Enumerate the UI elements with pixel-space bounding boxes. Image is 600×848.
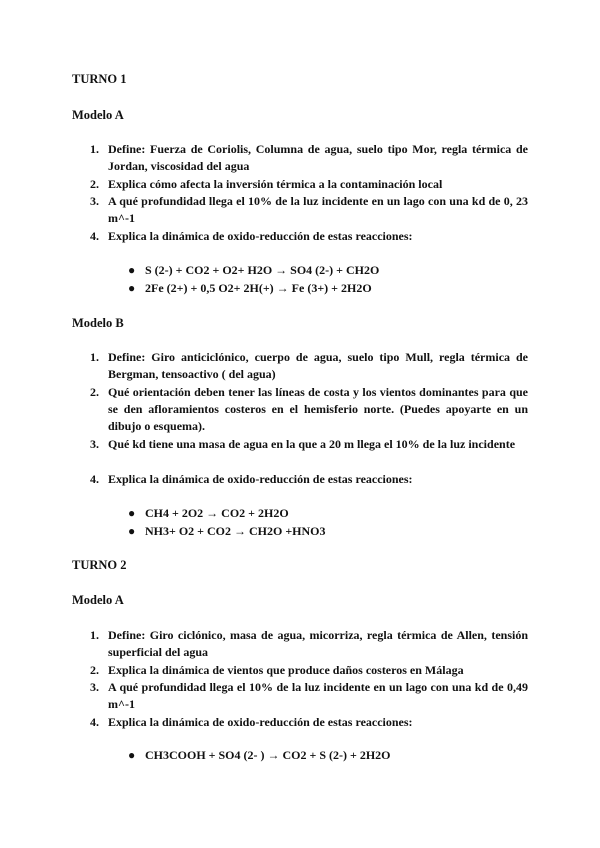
list-item: 1. Define: Giro anticiclónico, cuerpo de agua, suelo tipo Mull, regla térmica de Bergman, tensoactivo ( del agua) — [90, 350, 528, 381]
list-item: 3. A qué profundidad llega el 10% de la luz incidente en un lago con una kd de 0, 23 m^-1 — [90, 194, 528, 225]
turno-1-heading: TURNO 1 — [72, 72, 127, 86]
bullet-icon: ● — [128, 506, 136, 520]
turno-2-modelo-a-heading: Modelo A — [72, 593, 124, 607]
list-item: 1. Define: Giro ciclónico, masa de agua, micorriza, regla térmica de Allen, tensión superficial del agua — [90, 628, 528, 659]
list-item: 4. Explica la dinámica de oxido-reducción de estas reacciones: — [90, 472, 413, 486]
bullet-icon: ● — [128, 524, 136, 538]
list-item: 3. Qué kd tiene una masa de agua en la que a 20 m llega el 10% de la luz incidente — [90, 437, 516, 451]
list-item: 2. Explica la dinámica de vientos que produce daños costeros en Málaga — [90, 663, 464, 677]
list-item: 4. Explica la dinámica de oxido-reducción de estas reacciones: — [90, 229, 413, 243]
reaction-item: ● CH3COOH + SO4 (2- ) → CO2 + S (2-) + 2H2O — [128, 748, 391, 762]
bullet-icon: ● — [128, 748, 136, 762]
list-item: 1. Define: Fuerza de Coriolis, Columna de agua, suelo tipo Mor, regla térmica de Jordan, viscosidad del agua — [90, 142, 528, 173]
bullet-icon: ● — [128, 263, 136, 277]
list-item: 2. Qué orientación deben tener las líneas de costa y los vientos dominantes para que se den afloramientos costeros en el hemisferio norte. (Puedes apoyarte en un dibujo o esquema). — [90, 385, 528, 433]
reaction-item: ● NH3+ O2 + CO2 → CH2O +HNO3 — [128, 524, 326, 538]
list-item: 2. Explica cómo afecta la inversión térmica a la contaminación local — [90, 177, 443, 191]
reaction-item: ● S (2-) + CO2 + O2+ H2O → SO4 (2-) + CH2O — [128, 263, 380, 277]
turno-1-modelo-b-heading: Modelo B — [72, 316, 124, 330]
turno-2-heading: TURNO 2 — [72, 558, 127, 572]
list-item: 4. Explica la dinámica de oxido-reducción de estas reacciones: — [90, 715, 413, 729]
reaction-item: ● 2Fe (2+) + 0,5 O2+ 2H(+) → Fe (3+) + 2H2O — [128, 281, 372, 295]
turno-1-modelo-a-heading: Modelo A — [72, 108, 124, 122]
list-item: 3. A qué profundidad llega el 10% de la luz incidente en un lago con una kd de 0,49 m^-1 — [90, 680, 528, 711]
bullet-icon: ● — [128, 281, 136, 295]
reaction-item: ● CH4 + 2O2 → CO2 + 2H2O — [128, 506, 289, 520]
